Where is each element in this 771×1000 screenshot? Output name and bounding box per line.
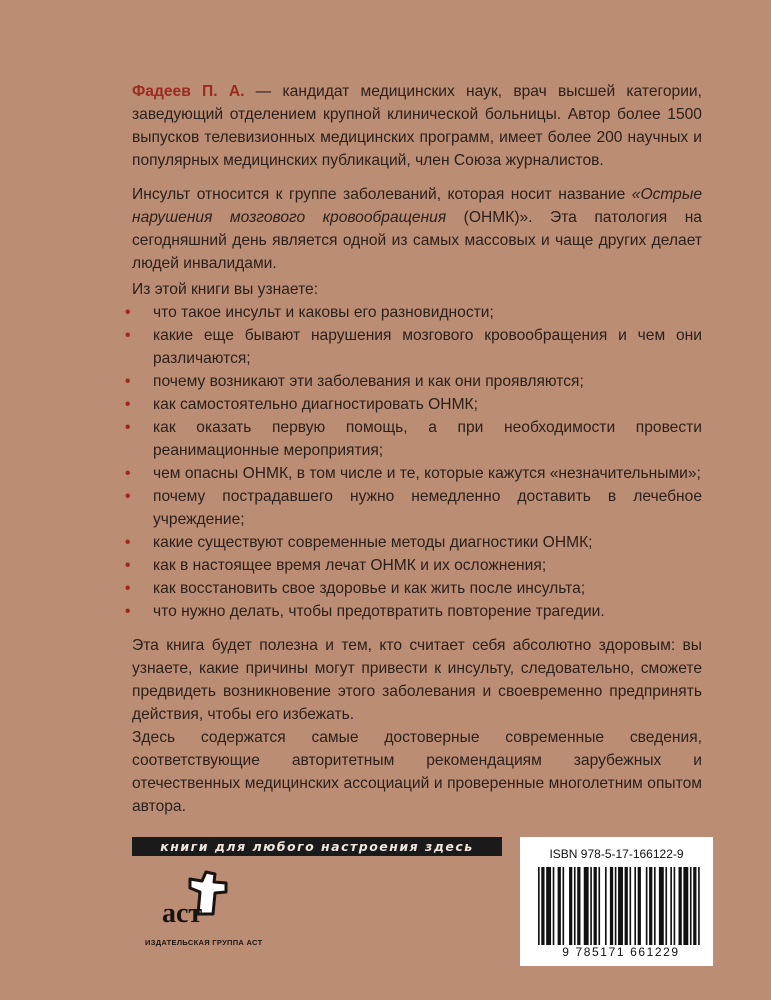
barcode-bar bbox=[615, 867, 617, 947]
barcode-bar bbox=[693, 867, 696, 957]
author-bio: — кандидат медицинских наук, врач высшей категории, заведующий отделением крупной клинической больницы. Автор более 1500 выпусков телевизионных медицинских программ, имеет более 200 научных и популярных медицинских публикаций, член Союза журналистов. bbox=[132, 83, 702, 169]
barcode-bar bbox=[649, 867, 652, 947]
barcode-bar bbox=[558, 867, 561, 947]
barcode-bar bbox=[678, 867, 681, 947]
intro-text-before: Инсульт относится к группе заболеваний, которая носит название bbox=[132, 186, 632, 203]
bullet-item: • как в настоящее время лечат ОНМК и их осложнения; bbox=[132, 554, 702, 577]
barcode-bar bbox=[674, 867, 676, 947]
bullet-item: • почему пострадавшего нужно немедленно доставить в лечебное учреждение; bbox=[132, 485, 702, 531]
barcode-bar bbox=[665, 867, 667, 947]
barcode-bar bbox=[690, 867, 692, 947]
barcode-bar bbox=[618, 867, 623, 957]
barcode-bar bbox=[538, 867, 540, 957]
barcode-bar bbox=[625, 867, 628, 957]
back-cover-text bbox=[132, 80, 702, 829]
barcode-bar bbox=[541, 867, 544, 957]
barcode bbox=[538, 867, 703, 957]
intro-paragraph bbox=[132, 183, 702, 275]
bullet-item: • какие еще бывают нарушения мозгового кровообращения и чем они различаются; bbox=[132, 324, 702, 370]
author-name: Фадеев П. А. bbox=[132, 83, 245, 100]
learn-heading: Из этой книги вы узнаете: bbox=[132, 281, 319, 298]
barcode-bar bbox=[610, 867, 613, 947]
useful-paragraph: Эта книга будет полезна и тем, кто считает себя абсолютно здоровым: вы узнаете, какие причины могут привести к инсульту, следовательно, сможете предвидеть возникновение этого заболевания и своевременно предпринять действия, чтобы его избежать. bbox=[132, 637, 702, 723]
bullet-item: • как восстановить свое здоровье и как жить после инсульта; bbox=[132, 577, 702, 600]
barcode-bar bbox=[670, 867, 672, 947]
bullet-item: • как самостоятельно диагностировать ОНМК; bbox=[132, 393, 702, 416]
publisher-name: ИЗДАТЕЛЬСКАЯ ГРУППА АСТ bbox=[145, 938, 263, 947]
bullet-item: • какие существуют современные методы диагностики ОНМК; bbox=[132, 531, 702, 554]
barcode-bar bbox=[646, 867, 648, 947]
barcode-bar bbox=[594, 867, 597, 947]
series-slogan: книги для любого настроения здесь bbox=[132, 837, 502, 856]
contents-paragraph: Здесь содержатся самые достоверные современные сведения, соответствующие авторитетным рекомендациям зарубежных и отечественных медицинских ассоциаций и проверенные многолетним опытом автора. bbox=[132, 729, 702, 815]
barcode-bar bbox=[577, 867, 580, 947]
barcode-bar bbox=[584, 867, 589, 947]
ast-logo bbox=[160, 868, 250, 928]
barcode-bar bbox=[563, 867, 565, 947]
bullet-list bbox=[132, 301, 702, 623]
ast-logo-text: аст bbox=[162, 898, 203, 928]
barcode-bar bbox=[634, 867, 636, 947]
bullet-item: • почему возникают эти заболевания и как они проявляются; bbox=[132, 370, 702, 393]
barcode-bar bbox=[553, 867, 555, 947]
isbn-label: ISBN 978-5-17-166122-9 bbox=[549, 847, 684, 861]
intro-text-after: (ОНМК)». Эта патология на сегодняшний день является одной из самых массовых и чаще других делает людей инвалидами. bbox=[132, 209, 702, 272]
bullet-item: • что такое инсульт и каковы его разновидности; bbox=[132, 301, 702, 324]
barcode-bar bbox=[574, 867, 576, 947]
author-paragraph bbox=[132, 80, 702, 172]
intro-term: «Острые нарушения мозгового кровообращения bbox=[132, 186, 702, 226]
barcode-bar bbox=[569, 867, 572, 947]
barcode-digits: 9 785171 661229 bbox=[536, 945, 706, 959]
barcode-bar bbox=[598, 867, 600, 947]
barcode-bar bbox=[659, 867, 664, 947]
bullet-item: • как оказать первую помощь, а при необходимости провести реанимационные мероприятия; bbox=[132, 416, 702, 462]
bullet-item: • что нужно делать, чтобы предотвратить повторение трагедии. bbox=[132, 600, 702, 623]
barcode-bar bbox=[698, 867, 700, 957]
barcode-bar bbox=[683, 867, 688, 947]
barcode-bar bbox=[629, 867, 631, 947]
barcode-bar bbox=[590, 867, 592, 947]
barcode-bar bbox=[654, 867, 656, 947]
bullet-item: • чем опасны ОНМК, в том числе и те, которые кажутся «незначительными»; bbox=[132, 462, 702, 485]
barcode-bar bbox=[546, 867, 551, 947]
isbn-block bbox=[520, 837, 713, 966]
barcode-bar bbox=[605, 867, 607, 947]
barcode-bar bbox=[638, 867, 641, 947]
